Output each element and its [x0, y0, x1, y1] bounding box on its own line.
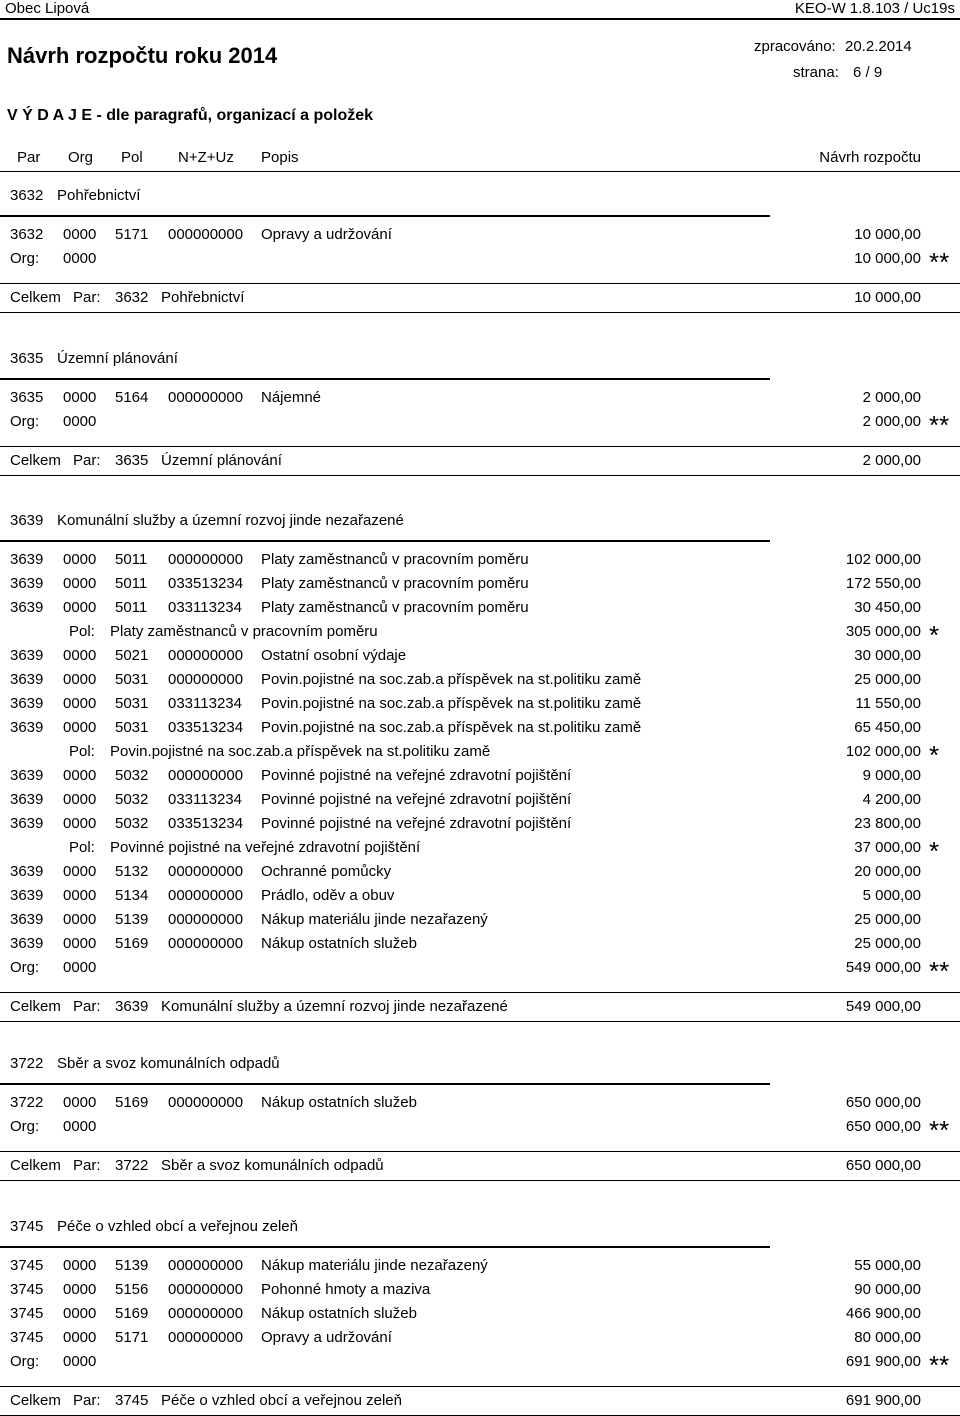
section-3722 — [0, 1052, 960, 1181]
cell-org: 0000 — [63, 1305, 97, 1322]
section-total-row — [0, 995, 960, 1019]
cell-nzu: 033113234 — [168, 791, 242, 808]
cell-par: 3632 — [10, 226, 44, 243]
cell-par: 3639 — [10, 575, 44, 592]
cell-par: 3639 — [10, 671, 44, 688]
cell-org: 0000 — [63, 389, 97, 406]
org-subtotal-amount: 10 000,00 — [854, 250, 921, 267]
cell-pol: 5132 — [115, 863, 149, 880]
cell-amount: 65 450,00 — [854, 719, 921, 736]
cell-pol: 5032 — [115, 791, 149, 808]
organization-name: Obec Lipová — [5, 0, 90, 17]
cell-par: 3745 — [10, 1257, 44, 1274]
org-subtotal-amount: 650 000,00 — [845, 1118, 921, 1135]
cell-nzu: 000000000 — [168, 935, 244, 952]
page-number: 6 / 9 — [853, 64, 883, 81]
section-name: Komunální služby a územní rozvoj jinde nezařazené — [57, 512, 404, 529]
section-total-amount: 650 000,00 — [845, 1157, 921, 1174]
pol-subtotal-amount: 37 000,00 — [854, 839, 921, 856]
cell-description: Nájemné — [261, 389, 322, 406]
cell-amount: 4 200,00 — [862, 791, 921, 808]
column-header-rule — [0, 171, 960, 172]
total-section-code: 3635 — [115, 452, 149, 469]
cell-amount: 466 900,00 — [845, 1305, 921, 1322]
cell-par: 3639 — [10, 935, 44, 952]
section-end-rule — [0, 1021, 960, 1022]
cell-par: 3745 — [10, 1329, 44, 1346]
cell-nzu: 033513234 — [168, 575, 244, 592]
org-value: 0000 — [63, 413, 97, 430]
cell-nzu: 000000000 — [168, 887, 244, 904]
cell-pol: 5021 — [115, 647, 149, 664]
cell-description: Povinné pojistné na veřejné zdravotní pojištění — [261, 791, 572, 808]
org-subtotal-row — [0, 1115, 960, 1145]
cell-nzu: 033513234 — [168, 815, 244, 832]
cell-description: Nákup materiálu jinde nezařazený — [261, 1257, 488, 1274]
table-row — [0, 860, 960, 884]
cell-org: 0000 — [63, 226, 97, 243]
cell-amount: 25 000,00 — [854, 935, 921, 952]
pol-subtotal-row — [0, 620, 960, 650]
total-label: Celkem — [10, 1157, 61, 1174]
table-row — [0, 812, 960, 836]
cell-pol: 5164 — [115, 389, 149, 406]
cell-amount: 5 000,00 — [862, 887, 921, 904]
pol-subtotal-amount: 305 000,00 — [845, 623, 921, 640]
table-row — [0, 386, 960, 410]
cell-par: 3745 — [10, 1281, 44, 1298]
total-section-name: Komunální služby a územní rozvoj jinde nezařazené — [161, 998, 508, 1015]
org-value: 0000 — [63, 1353, 97, 1370]
section-heading-rule — [0, 378, 770, 380]
total-label: Celkem — [10, 289, 61, 306]
section-3745 — [0, 1215, 960, 1416]
cell-nzu: 000000000 — [168, 226, 244, 243]
org-subtotal-row — [0, 247, 960, 277]
subtotal-marker: ** — [929, 1115, 950, 1145]
section-heading — [0, 1215, 960, 1239]
section-heading-rule — [0, 540, 770, 542]
cell-org: 0000 — [63, 599, 97, 616]
section-heading-rule — [0, 1246, 770, 1248]
cell-description: Ostatní osobní výdaje — [261, 647, 407, 664]
cell-org: 0000 — [63, 695, 97, 712]
section-heading — [0, 509, 960, 533]
table-row — [0, 932, 960, 956]
cell-description: Platy zaměstnanců v pracovním poměru — [261, 575, 529, 592]
section-heading — [0, 184, 960, 208]
org-subtotal-row — [0, 410, 960, 440]
col-header-description: Popis — [261, 149, 299, 166]
subtotal-marker: * — [929, 620, 940, 650]
cell-pol: 5171 — [115, 226, 149, 243]
section-code: 3635 — [10, 350, 44, 367]
system-version: KEO-W 1.8.103 / Uc19s — [794, 0, 955, 17]
col-header-amount: Návrh rozpočtu — [819, 149, 921, 166]
pol-label: Pol: — [69, 839, 95, 856]
cell-par: 3639 — [10, 599, 44, 616]
total-rule — [0, 283, 960, 284]
total-section-name: Péče o vzhled obcí a veřejnou zeleň — [161, 1392, 402, 1409]
pol-description: Povin.pojistné na soc.zab.a příspěvek na st.politiku zamě — [110, 743, 491, 760]
cell-org: 0000 — [63, 551, 97, 568]
cell-amount: 25 000,00 — [854, 671, 921, 688]
cell-pol: 5171 — [115, 1329, 149, 1346]
section-3639 — [0, 509, 960, 1022]
org-label: Org: — [10, 1353, 40, 1370]
cell-nzu: 000000000 — [168, 1257, 244, 1274]
cell-description: Opravy a udržování — [261, 226, 392, 243]
org-label: Org: — [10, 413, 40, 430]
table-row — [0, 572, 960, 596]
cell-nzu: 000000000 — [168, 1094, 244, 1111]
cell-pol: 5169 — [115, 935, 149, 952]
cell-description: Povin.pojistné na soc.zab.a příspěvek na st.politiku zamě — [261, 695, 642, 712]
cell-amount: 23 800,00 — [854, 815, 921, 832]
cell-org: 0000 — [63, 863, 97, 880]
cell-nzu: 000000000 — [168, 389, 244, 406]
table-row — [0, 1278, 960, 1302]
cell-pol: 5011 — [115, 575, 148, 592]
subtotal-marker: * — [929, 836, 940, 866]
cell-amount: 650 000,00 — [845, 1094, 921, 1111]
cell-par: 3639 — [10, 815, 44, 832]
cell-description: Ochranné pomůcky — [261, 863, 392, 880]
col-header-nzu: N+Z+Uz — [178, 149, 234, 166]
table-row — [0, 223, 960, 247]
header-rule — [0, 18, 960, 20]
cell-org: 0000 — [63, 1281, 97, 1298]
section-total-row — [0, 1154, 960, 1178]
cell-org: 0000 — [63, 935, 97, 952]
cell-amount: 10 000,00 — [854, 226, 921, 243]
col-header-pol: Pol — [121, 149, 143, 166]
cell-pol: 5169 — [115, 1094, 149, 1111]
cell-pol: 5134 — [115, 887, 149, 904]
section-code: 3632 — [10, 187, 44, 204]
subtotal-marker: ** — [929, 410, 950, 440]
table-row — [0, 1326, 960, 1350]
org-subtotal-amount: 549 000,00 — [845, 959, 921, 976]
cell-nzu: 033113234 — [168, 599, 242, 616]
cell-amount: 55 000,00 — [854, 1257, 921, 1274]
subtotal-marker: * — [929, 740, 940, 770]
cell-amount: 11 550,00 — [855, 695, 921, 712]
cell-par: 3639 — [10, 911, 44, 928]
total-section-name: Sběr a svoz komunálních odpadů — [161, 1157, 384, 1174]
cell-org: 0000 — [63, 719, 97, 736]
cell-par: 3639 — [10, 791, 44, 808]
section-total-amount: 10 000,00 — [854, 289, 921, 306]
table-row — [0, 1302, 960, 1326]
cell-description: Platy zaměstnanců v pracovním poměru — [261, 551, 529, 568]
section-end-rule — [0, 312, 960, 313]
table-row — [0, 788, 960, 812]
cell-description: Nákup ostatních služeb — [261, 935, 417, 952]
section-heading — [0, 1052, 960, 1076]
cell-nzu: 000000000 — [168, 1281, 244, 1298]
cell-description: Pohonné hmoty a maziva — [261, 1281, 431, 1298]
section-name: Péče o vzhled obcí a veřejnou zeleň — [57, 1218, 298, 1235]
cell-amount: 172 550,00 — [845, 575, 921, 592]
cell-amount: 25 000,00 — [854, 911, 921, 928]
cell-description: Opravy a udržování — [261, 1329, 392, 1346]
cell-org: 0000 — [63, 1257, 97, 1274]
pol-description: Platy zaměstnanců v pracovním poměru — [110, 623, 378, 640]
table-row — [0, 764, 960, 788]
section-name: Pohřebnictví — [57, 187, 141, 204]
total-section-code: 3639 — [115, 998, 149, 1015]
cell-par: 3639 — [10, 719, 44, 736]
total-section-code: 3632 — [115, 289, 149, 306]
subtotal-marker: ** — [929, 1350, 950, 1380]
table-row — [0, 596, 960, 620]
cell-par: 3639 — [10, 695, 44, 712]
cell-amount: 9 000,00 — [862, 767, 921, 784]
subtotal-marker: ** — [929, 247, 950, 277]
cell-amount: 2 000,00 — [862, 389, 921, 406]
cell-org: 0000 — [63, 647, 97, 664]
cell-amount: 102 000,00 — [845, 551, 921, 568]
section-heading-rule — [0, 1083, 770, 1085]
cell-par: 3639 — [10, 551, 44, 568]
total-label: Celkem — [10, 1392, 61, 1409]
cell-par: 3635 — [10, 389, 44, 406]
cell-description: Nákup ostatních služeb — [261, 1305, 417, 1322]
cell-description: Nákup ostatních služeb — [261, 1094, 417, 1111]
pol-subtotal-amount: 102 000,00 — [845, 743, 921, 760]
cell-org: 0000 — [63, 791, 97, 808]
section-code: 3639 — [10, 512, 44, 529]
section-total-row — [0, 449, 960, 473]
org-subtotal-row — [0, 1350, 960, 1380]
cell-org: 0000 — [63, 1094, 97, 1111]
cell-org: 0000 — [63, 887, 97, 904]
org-label: Org: — [10, 250, 40, 267]
cell-par: 3722 — [10, 1094, 44, 1111]
table-row — [0, 692, 960, 716]
cell-nzu: 000000000 — [168, 551, 244, 568]
total-section-code: 3745 — [115, 1392, 149, 1409]
section-total-row — [0, 1389, 960, 1413]
total-rule — [0, 1386, 960, 1387]
total-par-label: Par: — [73, 1392, 101, 1409]
cell-nzu: 033513234 — [168, 719, 244, 736]
cell-amount: 30 000,00 — [854, 647, 921, 664]
cell-description: Prádlo, oděv a obuv — [261, 887, 395, 904]
report-subtitle: V Ý D A J E - dle paragrafů, organizací a položek — [7, 107, 374, 124]
section-total-amount: 549 000,00 — [845, 998, 921, 1015]
subtotal-marker: ** — [929, 956, 950, 986]
cell-pol: 5139 — [115, 911, 149, 928]
total-section-name: Územní plánování — [161, 452, 282, 469]
section-code: 3722 — [10, 1055, 44, 1072]
section-end-rule — [0, 1180, 960, 1181]
table-row — [0, 548, 960, 572]
org-label: Org: — [10, 959, 40, 976]
total-par-label: Par: — [73, 289, 101, 306]
cell-org: 0000 — [63, 767, 97, 784]
cell-amount: 80 000,00 — [854, 1329, 921, 1346]
cell-description: Povin.pojistné na soc.zab.a příspěvek na st.politiku zamě — [261, 719, 642, 736]
org-subtotal-amount: 2 000,00 — [862, 413, 921, 430]
page-label: strana: — [793, 64, 839, 81]
cell-amount: 30 450,00 — [854, 599, 921, 616]
cell-org: 0000 — [63, 1329, 97, 1346]
total-rule — [0, 1151, 960, 1152]
total-rule — [0, 446, 960, 447]
cell-pol: 5011 — [115, 551, 148, 568]
processed-date: 20.2.2014 — [845, 38, 912, 55]
cell-nzu: 000000000 — [168, 1329, 244, 1346]
cell-pol: 5032 — [115, 767, 149, 784]
cell-nzu: 000000000 — [168, 647, 244, 664]
cell-nzu: 000000000 — [168, 767, 244, 784]
org-value: 0000 — [63, 1118, 97, 1135]
cell-nzu: 033113234 — [168, 695, 242, 712]
table-row — [0, 716, 960, 740]
pol-subtotal-row — [0, 836, 960, 866]
cell-pol: 5139 — [115, 1257, 149, 1274]
table-row — [0, 644, 960, 668]
cell-org: 0000 — [63, 575, 97, 592]
total-par-label: Par: — [73, 1157, 101, 1174]
col-header-par: Par — [17, 149, 41, 166]
total-par-label: Par: — [73, 452, 101, 469]
org-value: 0000 — [63, 959, 97, 976]
section-heading-rule — [0, 215, 770, 217]
section-code: 3745 — [10, 1218, 44, 1235]
cell-org: 0000 — [63, 911, 97, 928]
table-row — [0, 1254, 960, 1278]
cell-pol: 5032 — [115, 815, 149, 832]
pol-subtotal-row — [0, 740, 960, 770]
section-3635 — [0, 347, 960, 476]
cell-description: Povinné pojistné na veřejné zdravotní pojištění — [261, 815, 572, 832]
total-label: Celkem — [10, 452, 61, 469]
table-row — [0, 884, 960, 908]
cell-pol: 5169 — [115, 1305, 149, 1322]
pol-label: Pol: — [69, 743, 95, 760]
cell-org: 0000 — [63, 815, 97, 832]
cell-pol: 5156 — [115, 1281, 149, 1298]
cell-description: Nákup materiálu jinde nezařazený — [261, 911, 488, 928]
section-name: Sběr a svoz komunálních odpadů — [57, 1055, 280, 1072]
org-subtotal-row — [0, 956, 960, 986]
total-par-label: Par: — [73, 998, 101, 1015]
section-heading — [0, 347, 960, 371]
org-label: Org: — [10, 1118, 40, 1135]
table-row — [0, 668, 960, 692]
section-total-amount: 691 900,00 — [845, 1392, 921, 1409]
section-end-rule — [0, 475, 960, 476]
cell-description: Povin.pojistné na soc.zab.a příspěvek na st.politiku zamě — [261, 671, 642, 688]
cell-par: 3639 — [10, 863, 44, 880]
cell-nzu: 000000000 — [168, 671, 244, 688]
org-value: 0000 — [63, 250, 97, 267]
table-row — [0, 1091, 960, 1115]
processed-label: zpracováno: — [754, 38, 836, 55]
cell-nzu: 000000000 — [168, 911, 244, 928]
total-section-code: 3722 — [115, 1157, 149, 1174]
section-name: Územní plánování — [57, 350, 178, 367]
total-rule — [0, 992, 960, 993]
section-total-amount: 2 000,00 — [862, 452, 921, 469]
cell-nzu: 000000000 — [168, 863, 244, 880]
cell-amount: 20 000,00 — [854, 863, 921, 880]
pol-description: Povinné pojistné na veřejné zdravotní pojištění — [110, 839, 421, 856]
cell-par: 3639 — [10, 767, 44, 784]
total-label: Celkem — [10, 998, 61, 1015]
cell-par: 3639 — [10, 887, 44, 904]
total-section-name: Pohřebnictví — [161, 289, 245, 306]
col-header-org: Org — [68, 149, 94, 166]
section-3632 — [0, 184, 960, 313]
cell-pol: 5011 — [115, 599, 148, 616]
section-total-row — [0, 286, 960, 310]
cell-org: 0000 — [63, 671, 97, 688]
pol-label: Pol: — [69, 623, 95, 640]
org-subtotal-amount: 691 900,00 — [845, 1353, 921, 1370]
cell-pol: 5031 — [115, 719, 149, 736]
table-row — [0, 908, 960, 932]
cell-pol: 5031 — [115, 695, 149, 712]
cell-description: Povinné pojistné na veřejné zdravotní pojištění — [261, 767, 572, 784]
cell-amount: 90 000,00 — [854, 1281, 921, 1298]
cell-pol: 5031 — [115, 671, 149, 688]
cell-par: 3745 — [10, 1305, 44, 1322]
page-title: Návrh rozpočtu roku 2014 — [7, 43, 278, 68]
cell-nzu: 000000000 — [168, 1305, 244, 1322]
cell-description: Platy zaměstnanců v pracovním poměru — [261, 599, 529, 616]
cell-par: 3639 — [10, 647, 44, 664]
